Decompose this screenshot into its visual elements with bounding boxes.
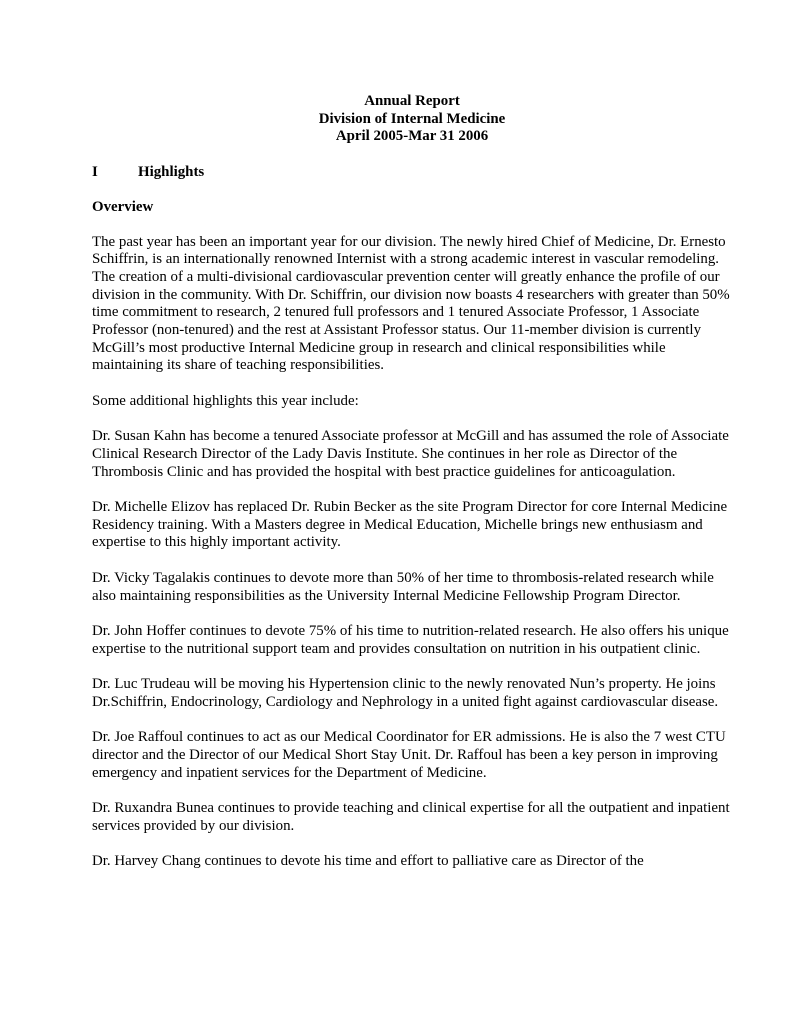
paragraph-tagalakis: Dr. Vicky Tagalakis continues to devote more than 50% of her time to thrombosis-related research while also maintaining responsibilities as the University Internal Medicine Fellowship Program Director. xyxy=(92,569,714,604)
paragraph-intro: Some additional highlights this year include: xyxy=(92,392,359,409)
paragraph-raffoul: Dr. Joe Raffoul continues to act as our Medical Coordinator for ER admissions. He is also the 7 west CTU director and the Director of our Medical Short Stay Unit. Dr. Raffoul has been a key person in improving emergency and inpatient services for the Department of Medicine. xyxy=(92,729,726,781)
report-title: Annual Report xyxy=(364,93,460,109)
paragraph-chang: Dr. Harvey Chang continues to devote his time and effort to palliative care as Director of the xyxy=(92,852,644,869)
report-period: April 2005-Mar 31 2006 xyxy=(335,128,489,145)
section-title: Highlights xyxy=(138,164,205,181)
paragraph-elizov: Dr. Michelle Elizov has replaced Dr. Rubin Becker as the site Program Director for core Internal Medicine Residency training. With a Masters degree in Medical Education, Michelle brings new enthusiasm and expertise to this highly important activity. xyxy=(92,499,728,551)
report-title-block xyxy=(92,93,732,146)
paragraph-trudeau: Dr. Luc Trudeau will be moving his Hypertension clinic to the newly renovated Nun’s property. He joins Dr.Schiffrin, Endocrinology, Cardiology and Nephrology in a united fight against cardiovascular disease. xyxy=(92,676,719,710)
paragraph-overview: The past year has been an important year for our division. The newly hired Chief of Medicine, Dr. Ernesto Schiffrin, is an internationally renowned Internist with a strong academic interest in vascular remodeling. The creation of a multi-divisional cardiovascular prevention center will greatly enhance the profile of our division in the community. With Dr. Schiffrin, our division now boasts 4 researchers with greater than 50% time commitment to research, 2 tenured full professors and 1 tenured Associate Professor, 1 Associate Professor (non-tenured) and the rest at Assistant Professor status. Our 11-member division is currently McGill’s most productive Internal Medicine group in research and clinical responsibilities while maintaining its share of teaching responsibilities. xyxy=(92,233,730,374)
section-number: I xyxy=(92,164,98,181)
overview-heading: Overview xyxy=(92,198,154,215)
report-division: Division of Internal Medicine xyxy=(318,110,506,127)
section-heading xyxy=(92,164,732,182)
paragraph-hoffer: Dr. John Hoffer continues to devote 75% of his time to nutrition-related research. He also offers his unique expertise to the nutritional support team and provides consultation on nutrition in his outpatient clinic. xyxy=(92,622,729,657)
paragraph-bunea: Dr. Ruxandra Bunea continues to provide teaching and clinical expertise for all the outpatient and inpatient services provided by our division. xyxy=(92,799,730,834)
document-page xyxy=(92,93,732,888)
paragraph-kahn: Dr. Susan Kahn has become a tenured Associate professor at McGill and has assumed the role of Associate Clinical Research Director of the Lady Davis Institute. She continues in her role as Director of the Thrombosis Clinic and has provided the hospital with best practice guidelines for anticoagulation. xyxy=(92,428,729,480)
